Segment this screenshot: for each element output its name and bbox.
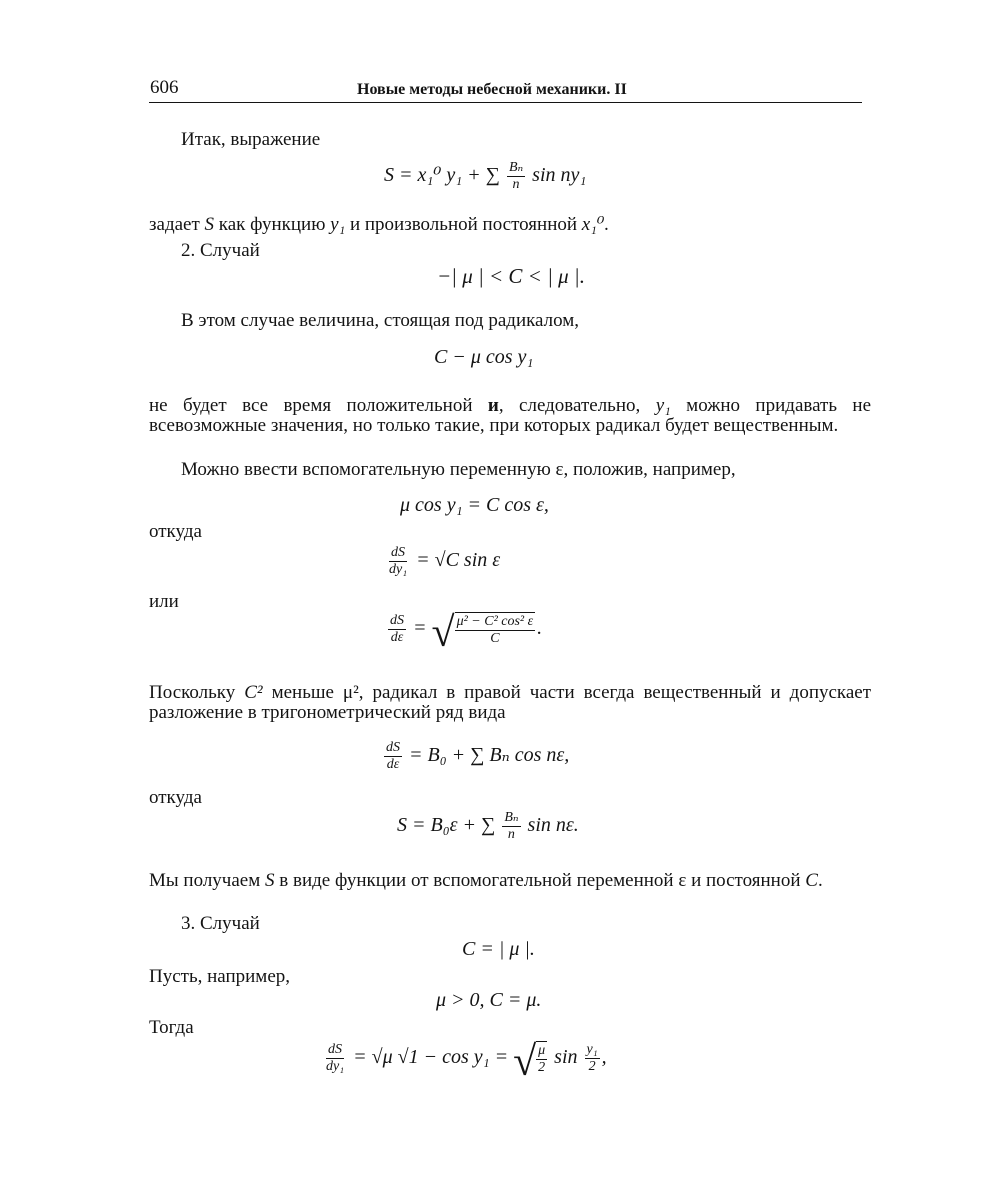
equation-11-radicand-num: μ	[538, 1043, 546, 1058]
word-otkuda-2: откуда	[149, 787, 202, 808]
equation-6-den: dε	[390, 630, 404, 645]
equation-11	[322, 1039, 607, 1086]
equation-5-num: dS	[391, 545, 406, 560]
equation-8-rhs: sin nε.	[527, 814, 579, 837]
equation-7	[382, 740, 569, 773]
text-and: и	[487, 395, 499, 416]
case-3-label: 3. Случай	[181, 913, 260, 934]
page-number: 606	[150, 77, 179, 98]
equation-1	[384, 160, 586, 193]
case-2-label: 2. Случай	[181, 240, 260, 261]
equation-6	[386, 610, 543, 657]
aux-variable-text: Можно ввести вспомогательную переменную ε, положив, например,	[181, 459, 736, 480]
equation-6-radicand	[455, 612, 536, 647]
intro-text: Итак, выражение	[181, 129, 321, 150]
equation-11-sin: sin	[554, 1046, 578, 1069]
word-ili: или	[149, 591, 179, 612]
case-2-intro: В этом случае величина, стоящая под радикалом,	[181, 310, 580, 331]
equation-7-rhs: = B₀ + ∑ Bₙ cos nε,	[409, 744, 570, 767]
equation-8-frac-num: Bₙ	[504, 810, 519, 825]
symbol-y1: y₁	[330, 214, 346, 235]
header-rule	[149, 102, 862, 103]
equation-6-fraction	[388, 613, 406, 646]
equation-6-period: .	[537, 617, 543, 640]
symbol-s: S	[265, 870, 275, 891]
equation-8-lhs: S = B₀ε + ∑	[397, 814, 496, 837]
result-paragraph	[149, 871, 871, 891]
symbol-y1: y₁	[655, 395, 671, 416]
equation-5-rhs: = √C sin ε	[416, 549, 501, 572]
equation-7-num: dS	[386, 740, 400, 755]
text-not-always-positive: не будет все время положительной	[149, 395, 473, 416]
text-function-of: как функцию	[218, 214, 326, 235]
defines-s-line	[149, 215, 609, 235]
equation-1-fraction	[507, 160, 525, 193]
equation-1-rhs: sin ny₁	[532, 164, 587, 187]
equation-11-den: dy₁	[326, 1059, 345, 1074]
symbol-mu2: μ²	[342, 682, 359, 703]
equation-11-radicand	[536, 1041, 547, 1076]
since-paragraph	[149, 683, 871, 723]
equation-7-fraction	[384, 740, 402, 773]
equation-3: C − μ cos y₁	[434, 346, 534, 368]
symbol-s: S	[204, 214, 215, 235]
equation-2: −| μ | < C < | μ |.	[437, 264, 585, 288]
equation-11-middle: = √μ √1 − cos y₁ =	[353, 1046, 509, 1069]
word-togda: Тогда	[149, 1017, 194, 1038]
equation-11-argument	[585, 1042, 600, 1075]
equation-1-frac-den: n	[512, 177, 520, 192]
equation-8-fraction	[502, 810, 520, 843]
equation-5	[385, 545, 500, 578]
text-since: Поскольку	[149, 682, 236, 703]
text-consequently: , следовательно,	[498, 395, 641, 416]
equation-6-radicand-den: C	[490, 631, 500, 646]
equation-11-arg-num: y₁	[586, 1042, 598, 1057]
text-as-function: в виде функции от вспомогательной переменной ε и постоянной	[279, 870, 801, 891]
symbol-c: C	[805, 870, 818, 891]
equation-6-num: dS	[390, 613, 404, 628]
text-zadaet: задает	[149, 214, 200, 235]
radical-sign-icon: √	[513, 1039, 537, 1086]
suppose-text: Пусть, например,	[149, 966, 291, 987]
symbol-c2: C²	[244, 682, 263, 703]
running-title: Новые методы небесной механики. II	[357, 81, 627, 98]
equation-5-fraction	[387, 545, 409, 578]
text-arbitrary-constant: и произвольной постоянной	[349, 214, 578, 235]
equation-7-den: dε	[386, 757, 400, 772]
text-less-than: меньше	[271, 682, 334, 703]
equation-1-frac-num: Bₙ	[508, 160, 524, 175]
equation-8-frac-den: n	[507, 827, 515, 842]
equation-6-radicand-num: μ² − C² cos² ε	[456, 614, 534, 629]
radical-sign-icon: √	[431, 610, 455, 657]
equation-11-num: dS	[328, 1042, 343, 1057]
equation-1-lhs: S = x₁⁰ y₁ + ∑	[384, 164, 500, 187]
text-radical-real: , радикал в правой части всегда вещественный и допускает разложение в тригонометрический ряд вида	[149, 682, 872, 723]
word-otkuda-1: откуда	[149, 521, 202, 542]
equation-11-arg-den: 2	[588, 1059, 596, 1074]
equation-4: μ cos y₁ = C cos ε,	[400, 494, 549, 516]
symbol-x10: x₁⁰.	[581, 214, 610, 235]
equation-11-comma: ,	[601, 1046, 607, 1069]
equation-9: C = | μ |.	[462, 938, 535, 960]
equation-11-radicand-den: 2	[538, 1060, 546, 1075]
equation-5-den: dy₁	[389, 562, 408, 577]
equation-11-fraction	[324, 1042, 346, 1075]
text-can-be-given: можно придавать не всевозможные значения, но только такие, при которых радикал будет вещественным.	[149, 395, 872, 436]
equation-8	[397, 810, 579, 843]
equation-10: μ > 0, C = μ.	[436, 989, 542, 1011]
equation-6-equals: =	[413, 617, 427, 640]
text-period: .	[817, 870, 823, 891]
text-we-obtain: Мы получаем	[149, 870, 261, 891]
case-2-paragraph	[149, 396, 871, 436]
